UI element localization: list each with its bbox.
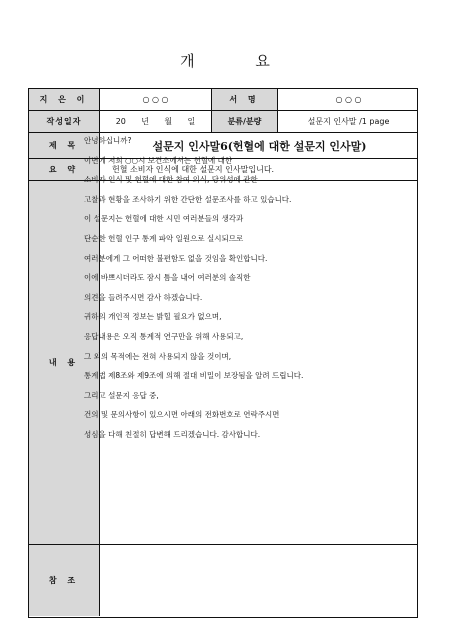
signature-value: ○ ○ ○	[277, 89, 419, 110]
content-line: 단순한 헌혈 인구 통계 파악 일원으로 실시되므로	[84, 233, 244, 243]
subject-value: 설문지 인사말6(헌혈에 대한 설문지 인사말)	[99, 133, 419, 158]
content-text	[84, 131, 384, 445]
author-value: ○ ○ ○	[99, 89, 211, 110]
date-year: 20	[115, 117, 126, 126]
content-line: 여러분에게 그 어떠한 불편함도 없을 것임을 확인합니다.	[84, 253, 268, 263]
content-line: 이에 바쁘시더라도 잠시 틈을 내어 여러분의 솔직한	[84, 273, 251, 283]
content-line: 통계법 제8조와 제9조에 의해 절대 비밀이 보장됨을 알려 드립니다.	[84, 371, 304, 381]
content-line: 응답내용은 오직 통계적 연구만을 위해 사용되고,	[84, 331, 244, 341]
content-line: 그리고 설문지 응답 중,	[84, 390, 159, 400]
content-line: 이번에 저희 ○○시 보건소에서는 헌혈에 대한	[84, 155, 233, 165]
summary-label: 요 약	[29, 159, 99, 180]
content-line: 의견을 들려주시면 감사 하겠습니다.	[84, 292, 203, 302]
reference-row	[29, 545, 417, 616]
content-line: 성심을 다해 친절히 답변해 드리겠습니다. 감사합니다.	[84, 429, 261, 439]
reference-label: 참 조	[29, 545, 99, 616]
signature-label: 서 명	[211, 89, 277, 110]
author-row	[29, 89, 417, 111]
date-row	[29, 111, 417, 133]
content-line: 안녕하십니까?	[84, 136, 132, 145]
content-line: 소비자 인식 및 헌혈에 대한 참여 의식, 당위성에 관한	[84, 175, 258, 185]
summary-value: 헌혈 소비자 인식에 대한 설문지 인사말입니다.	[99, 159, 419, 180]
content-line: 고찰과 현황을 조사하기 위한 간단한 설문조사를 하고 있습니다.	[84, 194, 292, 204]
content-line: 건의 및 문의사항이 있으시면 아래의 전화번호로 연락주시면	[84, 410, 280, 420]
subject-label: 제 목	[29, 133, 99, 158]
content-line: 그 외의 목적에는 전혀 사용되지 않을 것이며,	[84, 351, 232, 361]
date-value	[99, 111, 211, 132]
date-day-unit: 일	[187, 117, 196, 126]
content-label: 내 용	[29, 181, 99, 544]
content-line: 이 설문지는 헌혈에 대한 시민 여러분들의 생각과	[84, 214, 244, 224]
reference-value	[99, 545, 419, 616]
date-label: 작성일자	[29, 111, 99, 132]
page-title: 개 요	[180, 52, 298, 70]
date-month-unit: 월	[164, 117, 173, 126]
date-year-unit: 년	[141, 117, 149, 126]
content-line: 귀하의 개인적 정보는 밝힐 필요가 없으며,	[84, 312, 222, 322]
author-label: 지 은 이	[29, 89, 99, 110]
category-value: 설문지 인사말 /1 page	[277, 111, 419, 132]
category-label: 분류/분량	[211, 111, 277, 132]
